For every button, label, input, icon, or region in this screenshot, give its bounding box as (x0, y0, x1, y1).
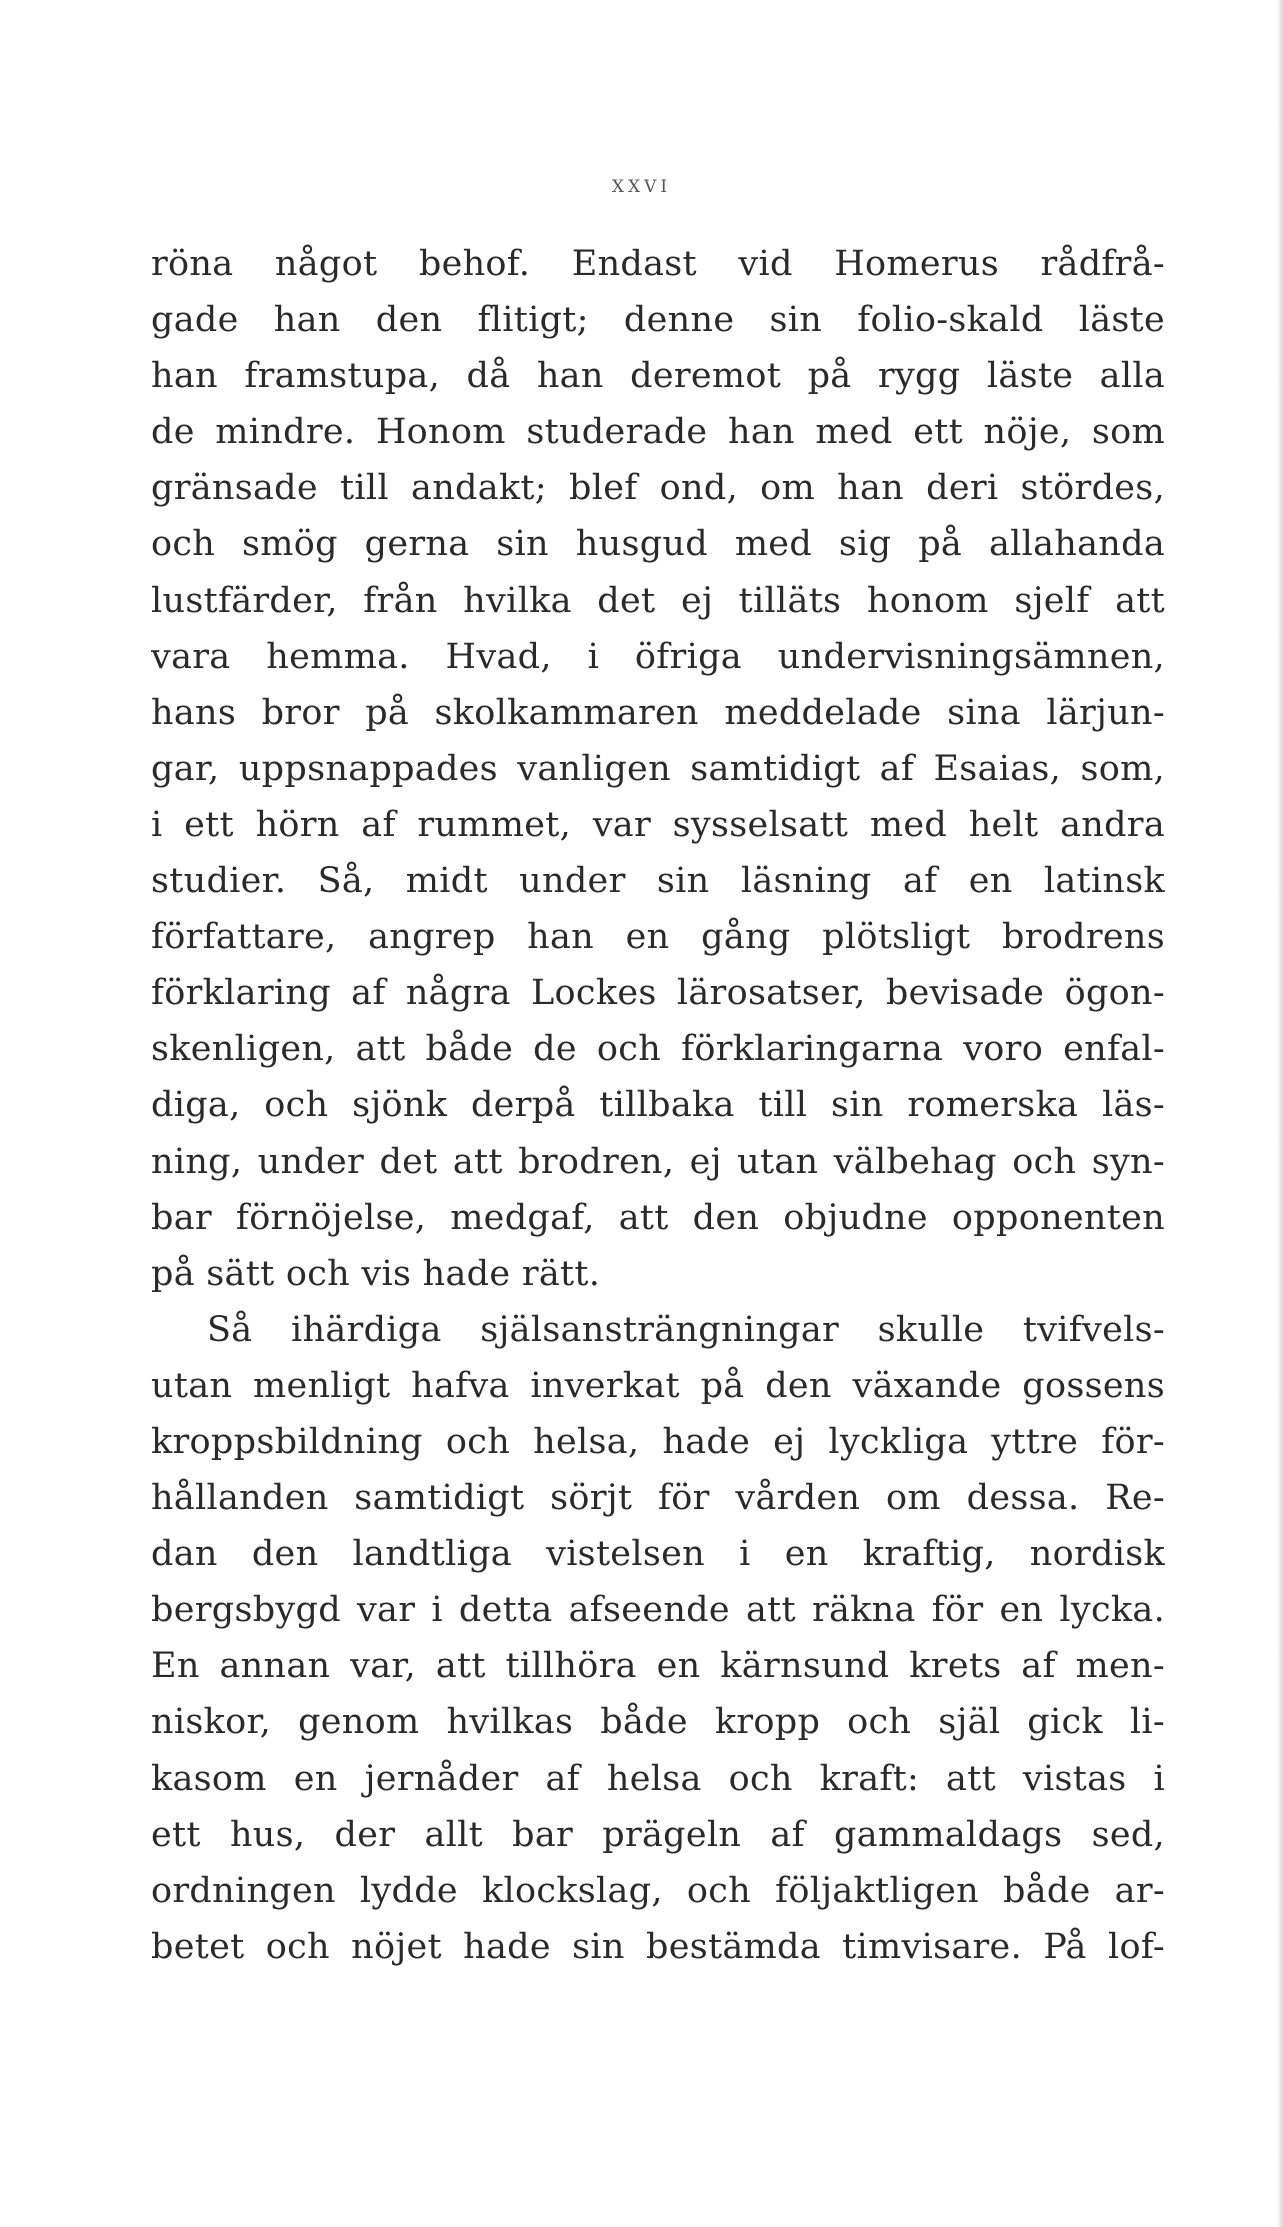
paragraph-end-line: på sätt och vis hade rätt. (151, 1253, 601, 1294)
text-line: bar förnöjelse, medgaf, att den objudne opponenten (151, 1197, 1165, 1238)
text-line: kroppsbildning och helsa, hade ej lyckliga yttre för- (151, 1421, 1165, 1462)
text-line: i ett hörn af rummet, var sysselsatt med helt andra (151, 804, 1165, 845)
text-line: hans bror på skolkammaren meddelade sina lärjun- (151, 692, 1165, 733)
text-line: dan den landtliga vistelsen i en kraftig, nordisk (151, 1534, 1165, 1575)
text-line: förklaring af några Lockes lärosatser, bevisade ögon- (151, 973, 1165, 1014)
text-line: hållanden samtidigt sörjt för vården om dessa. Re- (151, 1478, 1165, 1519)
text-line: ning, under det att brodren, ej utan välbehag och syn- (151, 1141, 1165, 1182)
text-line: En annan var, att tillhöra en kärnsund krets af men- (151, 1646, 1165, 1687)
text-line: de mindre. Honom studerade han med ett nöje, som (151, 412, 1165, 453)
page-edge-shadow (1277, 0, 1283, 2227)
text-line: bergsbygd var i detta afseende att räkna för en lycka. (151, 1590, 1165, 1631)
text-line: röna något behof. Endast vid Homerus rådfrå- (151, 244, 1165, 284)
text-line: författare, angrep han en gång plötsligt brodrens (151, 917, 1165, 958)
text-line: skenligen, att både de och förklaringarna voro enfal- (151, 1029, 1165, 1070)
text-line: ordningen lydde klockslag, och följaktligen både ar- (151, 1870, 1165, 1911)
text-line: kasom en jernåder af helsa och kraft: att vistas i (151, 1758, 1165, 1799)
text-line: och smög gerna sin husgud med sig på allahanda (151, 524, 1165, 565)
text-line: gar, uppsnappades vanligen samtidigt af Esaias, som, (151, 748, 1165, 789)
text-line: utan menligt hafva inverkat på den växande gossens (151, 1365, 1165, 1406)
text-line: studier. Så, midt under sin läsning af en latinsk (151, 861, 1165, 902)
text-line: lustfärder, från hvilka det ej tilläts honom sjelf att (151, 580, 1165, 621)
paragraph-start-line: Så ihärdiga själsansträngningar skulle tvifvels- (207, 1309, 1165, 1350)
text-line: gränsade till andakt; blef ond, om han deri stördes, (151, 468, 1165, 509)
text-line: niskor, genom hvilkas både kropp och själ gick li- (151, 1702, 1165, 1743)
text-line: betet och nöjet hade sin bestämda timvisare. På lof- (151, 1926, 1165, 1967)
text-line: diga, och sjönk derpå tillbaka till sin romerska läs- (151, 1085, 1165, 1126)
text-line: vara hemma. Hvad, i öfriga undervisningsämnen, (151, 636, 1165, 677)
text-line: han framstupa, då han deremot på rygg läste alla (151, 356, 1165, 397)
text-line: gade han den flitigt; denne sin folio-skald läste (151, 300, 1165, 341)
page-number: XXVI (611, 177, 672, 197)
body-text (151, 236, 1165, 1975)
text-line: ett hus, der allt bar prägeln af gammaldags sed, (151, 1814, 1165, 1855)
